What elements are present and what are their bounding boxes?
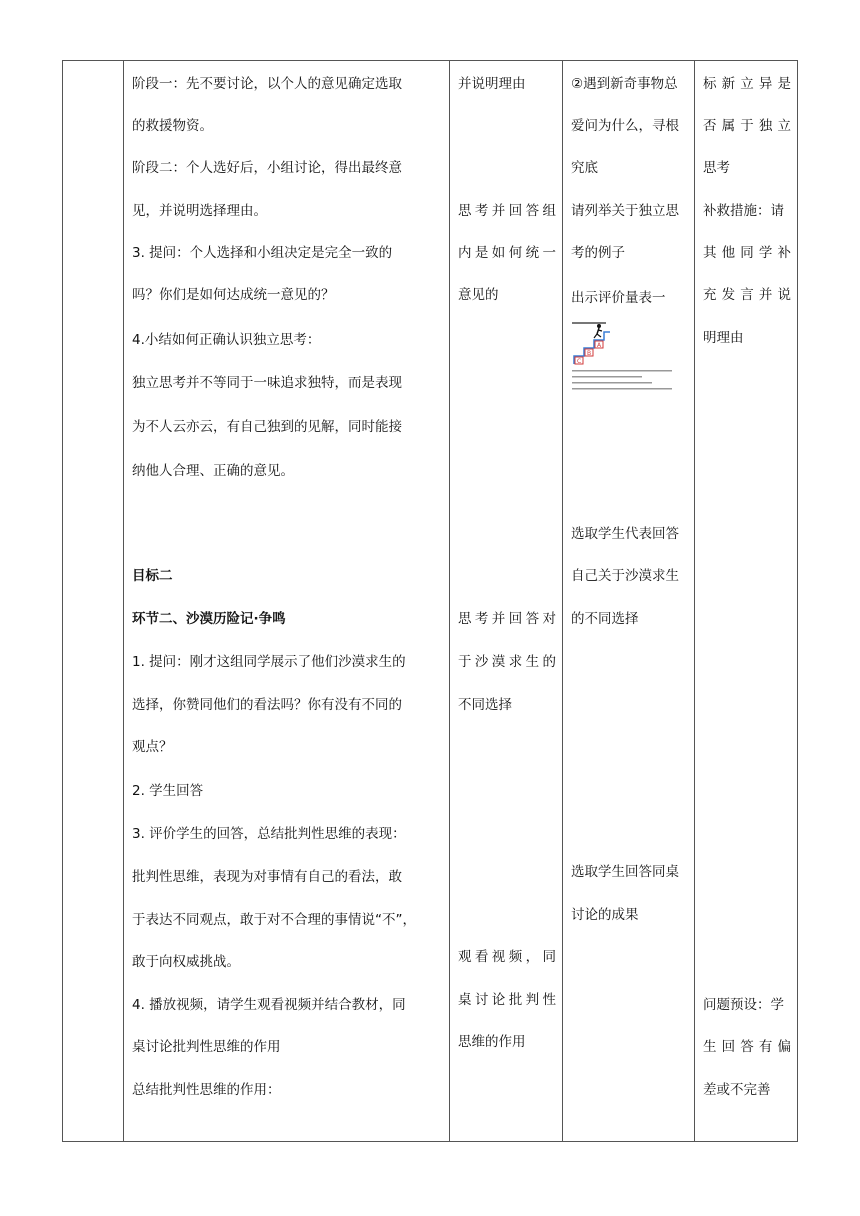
intent-line: 补救措施：请 bbox=[703, 203, 784, 219]
section-heading: 环节二、沙漠历险记·争鸣 bbox=[132, 611, 286, 627]
intent-line: 其他同学补 bbox=[703, 245, 791, 261]
evaluation-line: 爱问为什么，寻根 bbox=[571, 118, 679, 134]
evaluation-line: 选取学生代表回答 bbox=[571, 526, 679, 542]
process-line: 阶段二：个人选好后，小组讨论，得出最终意 bbox=[132, 160, 402, 176]
process-line: 独立思考并不等同于一味追求独特，而是表现 bbox=[132, 375, 402, 391]
column-divider bbox=[123, 61, 124, 1141]
evaluation-line: 出示评价量表一 bbox=[571, 290, 666, 306]
evaluation-line: 讨论的成果 bbox=[571, 907, 639, 923]
activity-line: 思考并回答组 bbox=[458, 203, 556, 219]
goal-heading: 目标二 bbox=[132, 568, 173, 584]
column-divider bbox=[694, 61, 695, 1141]
evaluation-line: 自己关于沙漠求生 bbox=[571, 568, 679, 584]
evaluation-line: 请列举关于独立思 bbox=[571, 203, 679, 219]
step-label: C bbox=[577, 358, 582, 365]
process-line: 1. 提问：刚才这组同学展示了他们沙漠求生的 bbox=[132, 654, 406, 670]
process-line: 的救援物资。 bbox=[132, 118, 213, 134]
process-line: 见，并说明选择理由。 bbox=[132, 203, 267, 219]
activity-line: 思考并回答对 bbox=[458, 611, 556, 627]
process-line: 于表达不同观点，敢于对不合理的事情说“不”， bbox=[132, 912, 416, 928]
process-line: 4.小结如何正确认识独立思考： bbox=[132, 332, 321, 348]
process-line: 3. 评价学生的回答，总结批判性思维的表现： bbox=[132, 826, 406, 842]
step-label: A bbox=[597, 342, 602, 349]
intent-line: 生回答有偏 bbox=[703, 1039, 791, 1055]
evaluation-line: 的不同选择 bbox=[571, 611, 639, 627]
process-line: 总结批判性思维的作用： bbox=[132, 1082, 281, 1098]
column-divider bbox=[562, 61, 563, 1141]
evaluation-scale-thumbnail bbox=[572, 320, 672, 406]
intent-line: 充发言并说 bbox=[703, 287, 791, 303]
evaluation-line: ②遇到新奇事物总 bbox=[571, 76, 678, 92]
process-line: 选择，你赞同他们的看法吗？你有没有不同的 bbox=[132, 697, 402, 713]
process-line: 观点？ bbox=[132, 739, 173, 755]
evaluation-line: 考的例子 bbox=[571, 245, 625, 261]
intent-line: 差或不完善 bbox=[703, 1082, 771, 1098]
process-line: 2. 学生回答 bbox=[132, 783, 204, 799]
process-line: 3. 提问：个人选择和小组决定是完全一致的 bbox=[132, 245, 393, 261]
process-line: 纳他人合理、正确的意见。 bbox=[132, 463, 294, 479]
intent-line: 思考 bbox=[703, 160, 730, 176]
activity-line: 观看视频，同 bbox=[458, 949, 556, 965]
process-line: 批判性思维，表现为对事情有自己的看法，敢 bbox=[132, 869, 402, 885]
activity-line: 不同选择 bbox=[458, 697, 512, 713]
column-divider bbox=[449, 61, 450, 1141]
activity-line: 思维的作用 bbox=[458, 1034, 526, 1050]
process-line: 为不人云亦云，有自己独到的见解，同时能接 bbox=[132, 419, 402, 435]
activity-line: 内是如何统一 bbox=[458, 245, 556, 261]
step-label: B bbox=[587, 350, 592, 357]
evaluation-line: 选取学生回答同桌 bbox=[571, 864, 679, 880]
process-line: 阶段一：先不要讨论，以个人的意见确定选取 bbox=[132, 76, 402, 92]
runner-icon bbox=[594, 324, 602, 338]
lesson-plan-table bbox=[62, 60, 798, 1142]
activity-line: 意见的 bbox=[458, 287, 499, 303]
process-line: 4. 播放视频，请学生观看视频并结合教材，同 bbox=[132, 997, 406, 1013]
intent-line: 问题预设：学 bbox=[703, 997, 784, 1013]
intent-line: 标新立异是 bbox=[703, 76, 791, 92]
process-line: 敢于向权威挑战。 bbox=[132, 954, 240, 970]
evaluation-line: 究底 bbox=[571, 160, 598, 176]
process-line: 吗？你们是如何达成统一意见的？ bbox=[132, 287, 335, 303]
activity-line: 于沙漠求生的 bbox=[458, 654, 556, 670]
process-line: 桌讨论批判性思维的作用 bbox=[132, 1039, 281, 1055]
intent-line: 否属于独立 bbox=[703, 118, 791, 134]
activity-line: 并说明理由 bbox=[458, 76, 526, 92]
intent-line: 明理由 bbox=[703, 330, 744, 346]
activity-line: 桌讨论批判性 bbox=[458, 992, 556, 1008]
